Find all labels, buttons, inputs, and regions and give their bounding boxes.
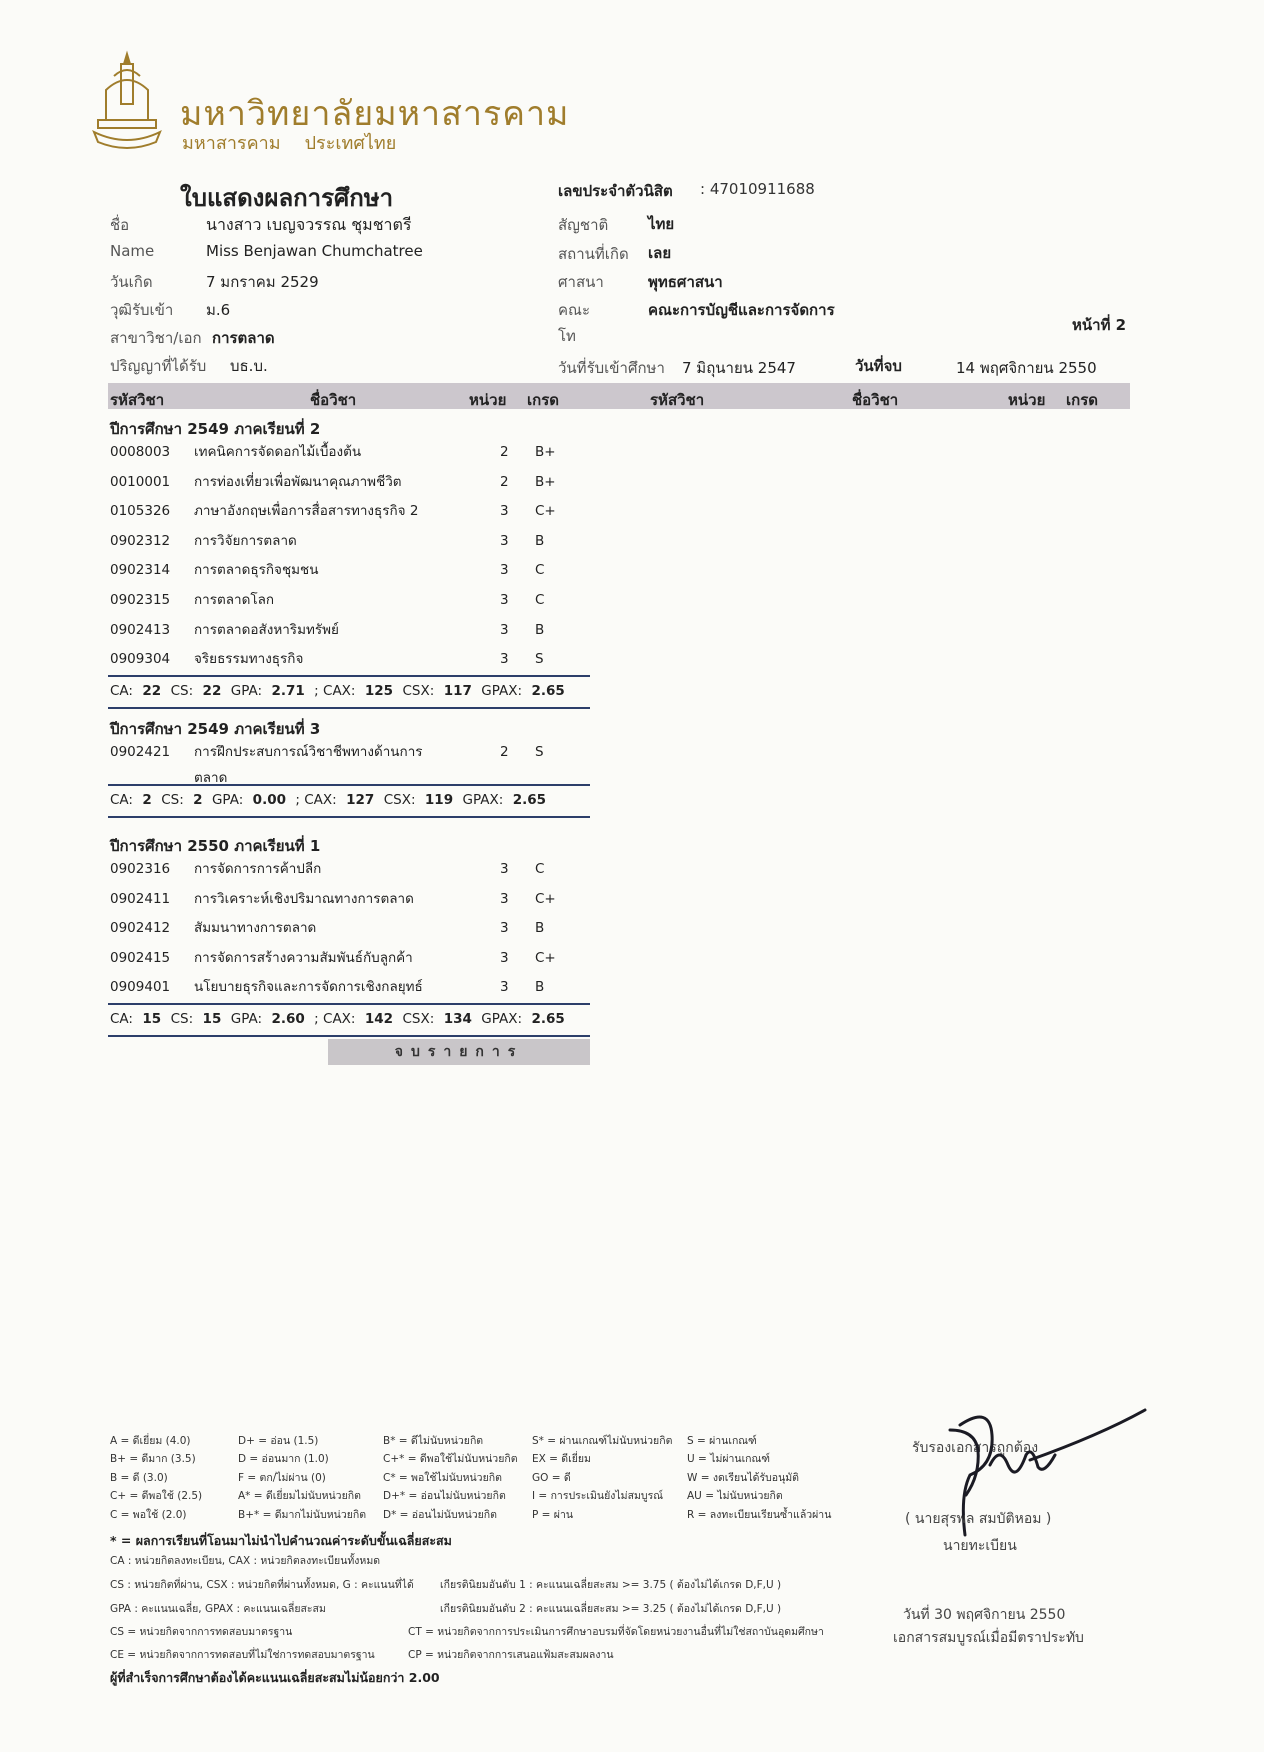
legend-entry: F = ตก/ไม่ผ่าน (0)	[238, 1471, 326, 1484]
table-row	[0, 533, 600, 559]
term-divider	[108, 784, 590, 786]
legend-entry: B* = ดีไม่นับหน่วยกิต	[383, 1435, 484, 1447]
col-unit-header-2: หน่วย	[1008, 391, 1046, 409]
legend-entry: C+* = ดีพอใช้ไม่นับหน่วยกิต	[383, 1453, 518, 1466]
certify-date: วันที่ 30 พฤศจิกายน 2550	[903, 1607, 1066, 1623]
student-id: : 47010911688	[700, 180, 815, 198]
religion-label: ศาสนา	[558, 273, 604, 291]
course-name: การจัดการสร้างความสัมพันธ์กับลูกค้า	[194, 949, 413, 966]
birthplace: เลย	[648, 244, 672, 262]
ct-definition: CT = หน่วยกิตจากการประเมินการศึกษาอบรมที่จัดโดยหน่วยงานอื่นที่ไม่ใช่สถาบันอุดมศึกษา	[408, 1626, 824, 1638]
ca-definition: CA : หน่วยกิตลงทะเบียน, CAX : หน่วยกิตลงทะเบียนทั้งหมด	[110, 1555, 381, 1567]
summary-label: GPAX:	[481, 682, 523, 699]
course-grade: C	[535, 562, 545, 579]
course-code: 0902314	[110, 562, 171, 579]
col-code-header-2: รหัสวิชา	[650, 391, 705, 409]
course-unit: 3	[500, 949, 509, 966]
summary-value: 127	[346, 792, 375, 808]
university-location	[182, 128, 420, 157]
course-name: จริยธรรมทางธุรกิจ	[194, 651, 304, 668]
major: การตลาด	[212, 329, 275, 347]
summary-value: 0.00	[252, 792, 286, 808]
term-summary	[110, 1011, 574, 1027]
course-grade: S	[535, 744, 544, 760]
university-seal-icon	[90, 50, 164, 150]
course-grade: B	[535, 532, 545, 549]
course-name: การท่องเที่ยวเพื่อพัฒนาคุณภาพชีวิต	[194, 473, 402, 490]
course-unit: 2	[500, 444, 509, 460]
course-name: การตลาดอสังหาริมทรัพย์	[194, 621, 339, 638]
course-grade: B	[535, 920, 545, 937]
col-name-header-2: ชื่อวิชา	[852, 391, 899, 409]
dob-label: วันเกิด	[110, 273, 153, 291]
table-row	[0, 503, 600, 529]
term-divider	[108, 675, 590, 677]
summary-value: 2.65	[531, 1011, 565, 1027]
summary-label: CA:	[110, 682, 133, 699]
course-code: 0902315	[110, 592, 171, 608]
summary-value: 15	[202, 1011, 222, 1027]
legend-entry: D = อ่อนมาก (1.0)	[238, 1453, 329, 1466]
cp-definition: CP = หน่วยกิตจากการเสนอแฟ้มสะสมผลงาน	[408, 1649, 614, 1661]
term-divider	[108, 1035, 590, 1037]
summary-label: GPA:	[230, 682, 263, 699]
course-code: 0902421	[110, 744, 171, 760]
course-unit: 3	[500, 890, 509, 907]
course-code: 0902415	[110, 949, 171, 966]
legend-entry: AU = ไม่นับหน่วยกิต	[687, 1490, 783, 1503]
summary-value: 142	[364, 1011, 394, 1027]
legend-entry: S = ผ่านเกณฑ์	[687, 1435, 757, 1447]
course-grade: B+	[535, 444, 556, 460]
course-code: 0902411	[110, 890, 171, 907]
summary-label: CA:	[110, 1011, 133, 1027]
table-row	[0, 920, 600, 946]
summary-label: ; CAX:	[314, 1011, 356, 1027]
end-of-list-bar: จบรายการ	[328, 1039, 590, 1065]
legend-entry: D* = อ่อนไม่นับหน่วยกิต	[383, 1508, 497, 1521]
name-en: Miss Benjawan Chumchatree	[206, 242, 423, 260]
degree: บธ.บ.	[230, 357, 268, 375]
table-row	[0, 651, 600, 677]
transfer-note: * = ผลการเรียนที่โอนมาไม่นำไปคำนวณค่าระดับขั้นเฉลี่ยสะสม	[110, 1533, 452, 1548]
course-name: การฝึกประสบการณ์วิชาชีพทางด้านการตลาด	[194, 744, 423, 786]
course-unit: 3	[500, 503, 509, 520]
col-grade-header-2: เกรด	[1066, 391, 1099, 409]
summary-label: GPAX:	[462, 792, 504, 808]
course-code: 0902316	[110, 861, 171, 877]
course-grade: C+	[535, 949, 556, 966]
university-name: มหาวิทยาลัยมหาสารคาม	[180, 94, 570, 134]
ce-definition: CE = หน่วยกิตจากการทดสอบที่ไม่ใช่การทดสอบมาตรฐาน	[110, 1649, 375, 1661]
legend-entry: U = ไม่ผ่านเกณฑ์	[687, 1453, 770, 1466]
registrar-signature-icon	[930, 1405, 1160, 1555]
dob: 7 มกราคม 2529	[206, 273, 319, 291]
validity-note: เอกสารสมบูรณ์เมื่อมีตราประทับ	[893, 1630, 1084, 1646]
grad-date: 14 พฤศจิกายน 2550	[956, 359, 1097, 377]
table-row	[0, 444, 600, 470]
col-code-header: รหัสวิชา	[110, 391, 165, 409]
legend-entry: S* = ผ่านเกณฑ์ไม่นับหน่วยกิต	[532, 1435, 673, 1447]
course-name: เทคนิคการจัดดอกไม้เบื้องต้น	[194, 444, 362, 460]
entry-qual-label: วุฒิรับเข้า	[110, 301, 174, 319]
course-unit: 3	[500, 621, 509, 638]
cs-definition: CS : หน่วยกิตที่ผ่าน, CSX : หน่วยกิตที่ผ่านทั้งหมด, G : คะแนนที่ได้	[110, 1579, 414, 1591]
summary-value: 22	[202, 682, 222, 699]
graduation-requirement: ผู้ที่สำเร็จการศึกษาต้องได้คะแนนเฉลี่ยสะสมไม่น้อยกว่า 2.00	[110, 1670, 440, 1685]
table-row	[0, 861, 600, 887]
summary-value: 2.65	[531, 682, 565, 699]
summary-label: CS:	[161, 792, 184, 808]
summary-label: GPA:	[230, 1011, 263, 1027]
course-unit: 2	[500, 473, 509, 490]
course-grade: C+	[535, 890, 556, 907]
legend-entry: R = ลงทะเบียนเรียนซ้ำแล้วผ่าน	[687, 1508, 832, 1521]
course-grade: C	[535, 861, 545, 877]
nationality: ไทย	[648, 215, 675, 233]
table-row	[0, 979, 600, 1005]
certify-label: รับรองเอกสารถูกต้อง	[912, 1440, 1039, 1456]
col-grade-header: เกรด	[527, 391, 560, 409]
legend-entry: D+* = อ่อนไม่นับหน่วยกิต	[383, 1490, 506, 1503]
table-row	[0, 891, 600, 917]
course-grade: S	[535, 651, 544, 668]
table-row	[0, 592, 600, 618]
summary-label: CA:	[110, 792, 133, 808]
legend-entry: W = งดเรียนได้รับอนุมัติ	[687, 1471, 799, 1484]
course-grade: B+	[535, 473, 556, 490]
legend-entry: GO = ดี	[532, 1471, 571, 1484]
legend-entry: A* = ดีเยี่ยมไม่นับหน่วยกิต	[238, 1490, 361, 1503]
legend-entry: C+ = ดีพอใช้ (2.5)	[110, 1490, 203, 1503]
summary-label: ; CAX:	[295, 792, 337, 808]
course-name: การจัดการการค้าปลีก	[194, 861, 322, 877]
course-code: 0105326	[110, 503, 171, 520]
course-unit: 3	[500, 861, 509, 877]
entry-qual: ม.6	[206, 301, 231, 319]
summary-value: 22	[142, 682, 162, 699]
term-divider	[108, 816, 590, 818]
summary-label: CSX:	[402, 1011, 435, 1027]
summary-value: 134	[443, 1011, 472, 1027]
name-th: นางสาว เบญจวรรณ ชุมชาตรี	[206, 215, 412, 234]
table-row	[0, 474, 600, 500]
col-name-header: ชื่อวิชา	[310, 391, 357, 409]
page-number: หน้าที่ 2	[1072, 316, 1127, 334]
course-name: นโยบายธุรกิจและการจัดการเชิงกลยุทธ์	[194, 979, 423, 996]
registrar-position: นายทะเบียน	[943, 1538, 1017, 1554]
cs-standard-definition: CS = หน่วยกิตจากการทดสอบมาตรฐาน	[110, 1626, 293, 1638]
religion: พุทธศาสนา	[648, 273, 723, 291]
legend-entry: I = การประเมินยังไม่สมบูรณ์	[532, 1490, 663, 1503]
summary-value: 2.71	[271, 682, 305, 699]
course-code: 0008003	[110, 444, 171, 460]
course-unit: 3	[500, 562, 509, 579]
course-code: 0902413	[110, 621, 171, 638]
course-code: 0902412	[110, 920, 171, 937]
faculty-label: คณะ	[558, 301, 591, 319]
registrar-name: ( นายสุรพล สมบัติหอม )	[905, 1511, 1052, 1527]
legend-entry: B = ดี (3.0)	[110, 1471, 168, 1484]
location-country: ประเทศไทย	[304, 133, 397, 154]
degree-label: ปริญญาที่ได้รับ	[110, 357, 207, 375]
legend-entry: A = ดีเยี่ยม (4.0)	[110, 1435, 191, 1447]
legend-entry: EX = ดีเยี่ยม	[532, 1453, 591, 1466]
term-heading: ปีการศึกษา 2549 ภาคเรียนที่ 3	[110, 720, 321, 738]
course-unit: 3	[500, 592, 509, 608]
legend-entry: C* = พอใช้ไม่นับหน่วยกิต	[383, 1471, 502, 1484]
course-unit: 3	[500, 979, 509, 996]
term-summary	[110, 683, 574, 699]
major-label: สาขาวิชา/เอก	[110, 329, 202, 347]
honor-2: เกียรตินิยมอันดับ 2 : คะแนนเฉลี่ยสะสม >= 3.25 ( ต้องไม่ได้เกรด D,F,U )	[440, 1603, 782, 1615]
summary-value: 2.65	[512, 792, 546, 808]
summary-value: 2	[193, 792, 203, 808]
legend-entry: B+* = ดีมากไม่นับหน่วยกิต	[238, 1508, 367, 1521]
course-grade: B	[535, 621, 545, 638]
course-code: 0909401	[110, 979, 171, 996]
student-id-label: เลขประจำตัวนิสิต	[558, 182, 673, 200]
course-name: การตลาดโลก	[194, 592, 275, 608]
summary-label: CS:	[170, 1011, 194, 1027]
document-title: ใบแสดงผลการศึกษา	[180, 184, 394, 212]
course-name: การวิเคราะห์เชิงปริมาณทางการตลาด	[194, 890, 414, 907]
course-unit: 2	[500, 744, 509, 760]
term-heading: ปีการศึกษา 2549 ภาคเรียนที่ 2	[110, 420, 321, 438]
table-row	[0, 950, 600, 976]
course-code: 0010001	[110, 473, 171, 490]
summary-label: GPAX:	[481, 1011, 523, 1027]
course-name: ภาษาอังกฤษเพื่อการสื่อสารทางธุรกิจ 2	[194, 503, 419, 520]
legend-entry: D+ = อ่อน (1.5)	[238, 1435, 319, 1447]
legend-entry: B+ = ดีมาก (3.5)	[110, 1453, 196, 1466]
name-th-label: ชื่อ	[110, 216, 130, 234]
table-row	[0, 622, 600, 648]
term-summary	[110, 792, 555, 808]
birthplace-label: สถานที่เกิด	[558, 245, 629, 263]
course-grade: C+	[535, 503, 556, 520]
summary-label: CSX:	[383, 792, 416, 808]
course-grade: C	[535, 592, 545, 608]
summary-label: CS:	[170, 682, 194, 699]
summary-value: 125	[364, 682, 394, 699]
nationality-label: สัญชาติ	[558, 216, 609, 234]
course-unit: 3	[500, 920, 509, 937]
gpa-definition: GPA : คะแนนเฉลี่ย, GPAX : คะแนนเฉลี่ยสะสม	[110, 1603, 326, 1615]
legend-entry: C = พอใช้ (2.0)	[110, 1508, 187, 1521]
term-divider	[108, 707, 590, 709]
faculty: คณะการบัญชีและการจัดการ	[648, 301, 835, 319]
minor-label: โท	[558, 327, 576, 345]
course-unit: 3	[500, 532, 509, 549]
summary-value: 2	[142, 792, 152, 808]
location-city: มหาสารคาม	[182, 133, 281, 154]
course-name: การวิจัยการตลาด	[194, 532, 297, 549]
summary-value: 119	[424, 792, 454, 808]
course-unit: 3	[500, 651, 509, 668]
admit-date-label: วันที่รับเข้าศึกษา	[558, 359, 665, 377]
course-code: 0909304	[110, 651, 171, 668]
honor-1: เกียรตินิยมอันดับ 1 : คะแนนเฉลี่ยสะสม >= 3.75 ( ต้องไม่ได้เกรด D,F,U )	[440, 1579, 782, 1591]
course-name: การตลาดธุรกิจชุมชน	[194, 562, 319, 579]
course-code: 0902312	[110, 532, 171, 549]
summary-value: 15	[142, 1011, 162, 1027]
summary-label: CSX:	[402, 682, 435, 699]
admit-date: 7 มิถุนายน 2547	[682, 359, 796, 377]
table-row	[0, 562, 600, 588]
summary-label: ; CAX:	[314, 682, 356, 699]
course-grade: B	[535, 979, 545, 996]
table-header-band	[108, 383, 1130, 409]
summary-value: 117	[443, 682, 472, 699]
table-row	[0, 744, 600, 786]
summary-value: 2.60	[271, 1011, 305, 1027]
course-name: สัมมนาทางการตลาด	[194, 920, 317, 937]
name-en-label: Name	[110, 242, 155, 260]
col-unit-header: หน่วย	[469, 391, 507, 409]
term-heading: ปีการศึกษา 2550 ภาคเรียนที่ 1	[110, 837, 321, 855]
grad-date-label: วันที่จบ	[855, 357, 902, 375]
term-divider	[108, 1003, 590, 1005]
summary-label: GPA:	[211, 792, 244, 808]
legend-entry: P = ผ่าน	[532, 1508, 574, 1521]
